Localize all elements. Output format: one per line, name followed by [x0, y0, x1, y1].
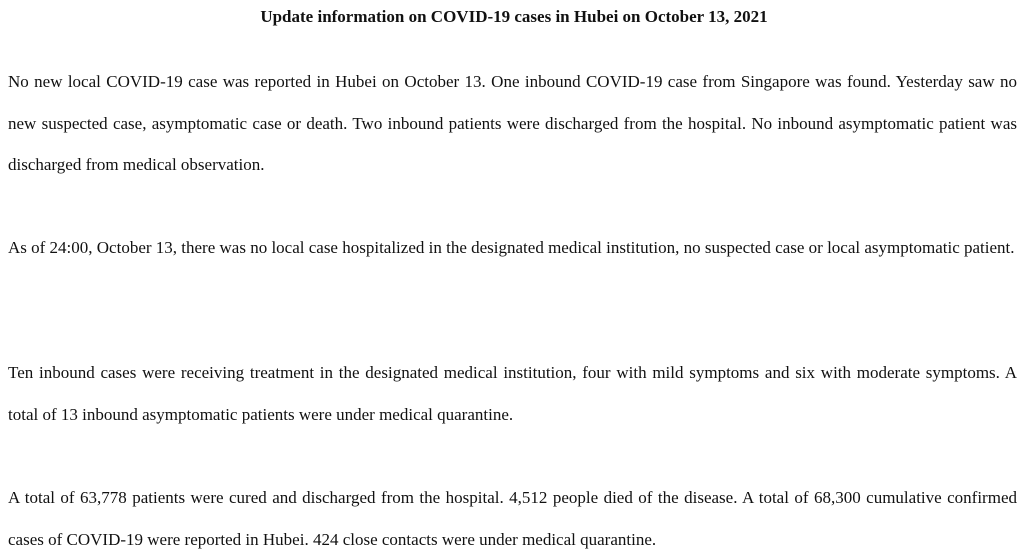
- paragraph-local-status: As of 24:00, October 13, there was no local case hospitalized in the designated medical institution, no suspected case or local asymptomatic patient.: [8, 238, 1015, 257]
- document-title: Update information on COVID-19 cases in Hubei on October 13, 2021: [260, 7, 768, 26]
- paragraph-new-cases: No new local COVID-19 case was reported in Hubei on October 13. One inbound COVID-19 case from Singapore was found. Yesterday saw no new suspected case, asymptomatic case or death. Two inbound patients were discharged from the hospital. No inbound asymptomatic patient was discharged from medical observation.: [8, 72, 1017, 174]
- paragraph-cumulative-totals: A total of 63,778 patients were cured and discharged from the hospital. 4,512 people died of the disease. A total of 68,300 cumulative confirmed cases of COVID-19 were reported in Hubei. 424 close contacts were under medical quarantine.: [8, 488, 1017, 549]
- paragraph-inbound-treatment: Ten inbound cases were receiving treatment in the designated medical institution, four with mild symptoms and six with moderate symptoms. A total of 13 inbound asymptomatic patients were under medical quarantine.: [8, 363, 1017, 424]
